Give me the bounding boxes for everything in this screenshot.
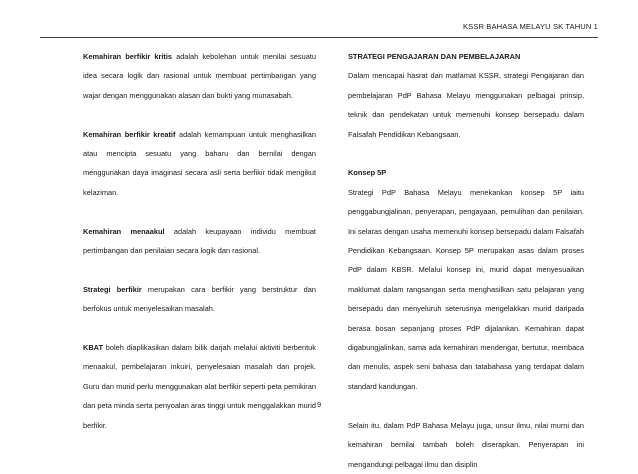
text-kritis: adalah kebolehan untuk menilai sesuatu idea secara logik dan rasional untuk membuat pertimbangan yang wajar dengan menggunakan alasan dan bukti yang munasabah. [83, 52, 316, 100]
paragraph-konsep-5p: Strategi PdP Bahasa Melayu menekankan konsep 5P iaitu penggabungjalinan, penyerapan, pengayaan, pemulihan dan penilaian. Ini selaras dengan usaha memenuhi konsep bersepadu dalam Falsafah Pendidikan Kebangsaan. Konsep 5P merupakan asas dalam proses PdP dalam KBSR. Melalui konsep ini, murid dapat menyesuaikan maklumat dalam rangsangan serta menghasilkan satu pelajaran yang bersepadu dan menyeluruh seterusnya mengelakkan murid daripada berasa bosan sepanjang proses PdP dijalankan. Kemahiran dapat digabungjalinkan, sama ada kemahiran mendengar, bertutur, membaca dan menulis, aspek seni bahasa dan tatabahasa yang terdapat dalam standard kandungan. [348, 187, 584, 391]
running-header: KSSR BAHASA MELAYU SK TAHUN 1 [463, 22, 598, 31]
section-heading-konsep-5p: Konsep 5P [348, 168, 387, 178]
header-divider [40, 37, 598, 38]
term-menaakul: Kemahiran menaakul [83, 226, 165, 236]
text-menaakul: adalah keupayaan individu membuat pertimbangan dan penilaian secara logik dan rasional. [83, 226, 316, 256]
left-column [83, 47, 316, 435]
paragraph-selain-itu: Selain itu, dalam PdP Bahasa Melayu juga, unsur ilmu, nilai murni dan kemahiran bernilai tambah boleh diserapkan. Penyerapan ini mengandungi pelbagai ilmu dan disiplin [348, 420, 584, 469]
term-kbat: KBAT [83, 343, 103, 353]
page-number: 9 [316, 400, 322, 409]
paragraph-kritis [83, 47, 316, 105]
paragraph-menaakul [83, 222, 316, 261]
paragraph-kreatif [83, 125, 316, 203]
term-kreatif: Kemahiran berfikir kreatif [83, 129, 176, 139]
paragraph-strategi-berfikir [83, 280, 316, 319]
section-heading-strategi: STRATEGI PENGAJARAN DAN PEMBELAJARAN [348, 52, 521, 61]
text-kreatif: adalah kemampuan untuk menghasilkan atau mencipta sesuatu yang baharu dan bernilai dengan menggunakan daya imaginasi secara asli serta berfikir tidak mengikut kelaziman. [83, 129, 317, 197]
term-strategi-berfikir: Strategi berfikir [83, 284, 142, 294]
paragraph-strategi: Dalam mencapai hasrat dan matlamat KSSR, strategi Pengajaran dan pembelajaran PdP Bahasa Melayu menggunakan pelbagai prinsip, teknik dan pendekatan untuk memenuhi konsep bersepadu dalam Falsafah Pendidikan Kebangsaan. [348, 71, 584, 139]
term-kritis: Kemahiran berfikir kritis [83, 52, 173, 61]
text-strategi-berfikir: merupakan cara berfikir yang berstruktur dan berfokus untuk menyelesaikan masalah. [83, 284, 316, 314]
right-column [348, 47, 584, 474]
paragraph-kbat [83, 338, 316, 435]
text-kbat: boleh diaplikasikan dalam bilik darjah melalui aktiviti berbentuk menaakul, pembelajaran inkuiri, penyelesaian masalah dan projek. Guru dan murid perlu menggunakan alat berfikir seperti peta pemikiran dan peta minda serta penyoalan aras tinggi untuk menggalakkan murid berfikir. [83, 343, 316, 430]
